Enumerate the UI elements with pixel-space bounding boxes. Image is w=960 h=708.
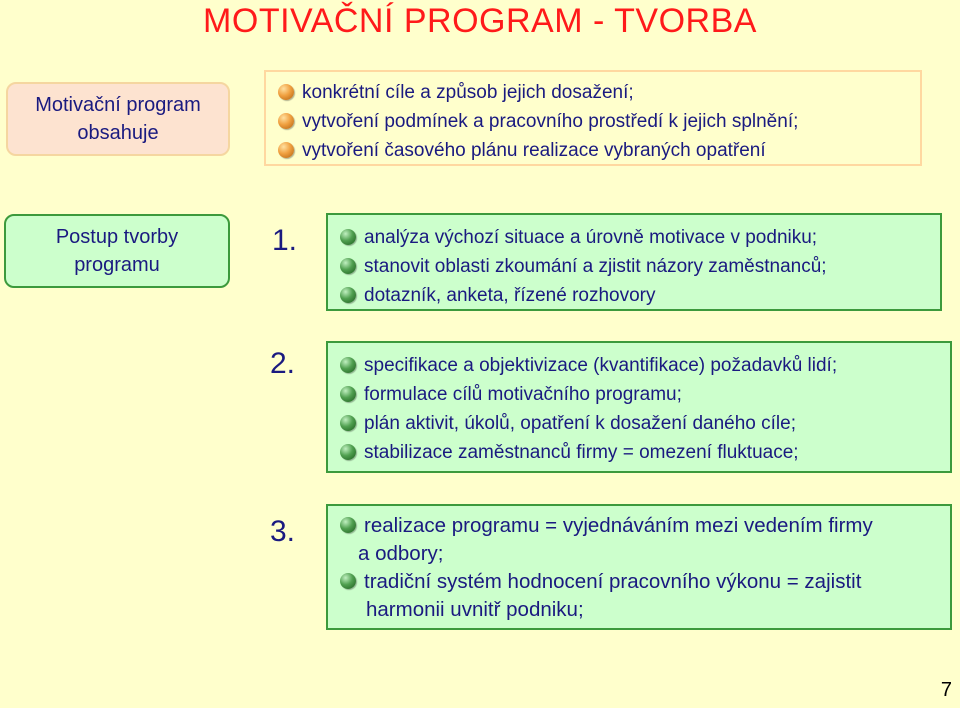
list-item-text: a odbory;: [358, 542, 444, 565]
list-item: [340, 351, 940, 380]
step-number-3: 3.: [270, 515, 296, 548]
content-label-line2: obsahuje: [77, 122, 159, 144]
green-sphere-bullet-icon: [340, 229, 356, 245]
orange-sphere-bullet-icon: [278, 113, 294, 129]
step-1-box: [326, 213, 942, 311]
list-item-text: dotazník, anketa, řízené rozhovory: [364, 285, 656, 306]
green-sphere-bullet-icon: [340, 415, 356, 431]
list-item-text: formulace cílů motivačního programu;: [364, 384, 682, 405]
step-number-1: 1.: [272, 224, 298, 257]
list-item-text: tradiční systém hodnocení pracovního výkonu = zajistit: [364, 570, 862, 593]
list-item-text: konkrétní cíle a způsob jejich dosažení;: [302, 82, 634, 103]
list-item: [340, 409, 940, 438]
list-item: [340, 281, 930, 310]
step-2-box: [326, 341, 952, 473]
list-item-text: harmonii uvnitř podniku;: [366, 598, 584, 621]
page-number: 7: [940, 679, 952, 701]
green-sphere-bullet-icon: [340, 258, 356, 274]
green-sphere-bullet-icon: [340, 444, 356, 460]
content-label-line1: Motivační program: [35, 94, 201, 116]
list-item-text: vytvoření podmínek a pracovního prostředí k jejich splnění;: [302, 111, 799, 132]
list-item: [340, 568, 940, 596]
list-item-text: specifikace a objektivizace (kvantifikace) požadavků lidí;: [364, 355, 838, 376]
list-item-text: stanovit oblasti zkoumání a zjistit názory zaměstnanců;: [364, 256, 827, 277]
procedure-label-line1: Postup tvorby: [55, 226, 179, 248]
orange-sphere-bullet-icon: [278, 142, 294, 158]
page-title: MOTIVAČNÍ PROGRAM - TVORBA: [203, 2, 757, 40]
green-sphere-bullet-icon: [340, 386, 356, 402]
content-list-box: [264, 70, 922, 166]
list-item-text: stabilizace zaměstnanců firmy = omezení fluktuace;: [364, 442, 799, 463]
step-number-2: 2.: [270, 347, 296, 380]
list-item: [340, 252, 930, 281]
list-item-text: vytvoření časového plánu realizace vybraných opatření: [302, 140, 766, 161]
list-item: [340, 223, 930, 252]
list-item: [278, 136, 910, 165]
green-sphere-bullet-icon: [340, 357, 356, 373]
list-item: [340, 438, 940, 467]
list-item: [340, 380, 940, 409]
green-sphere-bullet-icon: [340, 573, 356, 589]
green-sphere-bullet-icon: [340, 287, 356, 303]
list-item-text: realizace programu = vyjednáváním mezi vedením firmy: [364, 514, 873, 537]
list-item-text: plán aktivit, úkolů, opatření k dosažení daného cíle;: [364, 413, 796, 434]
procedure-label-line2: programu: [74, 254, 160, 276]
orange-sphere-bullet-icon: [278, 84, 294, 100]
content-label-box: [6, 82, 230, 156]
procedure-label-box: [4, 214, 230, 288]
list-item: [278, 107, 910, 136]
list-item: [278, 78, 910, 107]
list-item-text: analýza výchozí situace a úrovně motivace v podniku;: [364, 227, 818, 248]
list-item-continuation: [340, 596, 940, 624]
green-sphere-bullet-icon: [340, 517, 356, 533]
list-item-continuation: [340, 540, 940, 568]
step-3-box: [326, 504, 952, 630]
list-item: [340, 512, 940, 540]
